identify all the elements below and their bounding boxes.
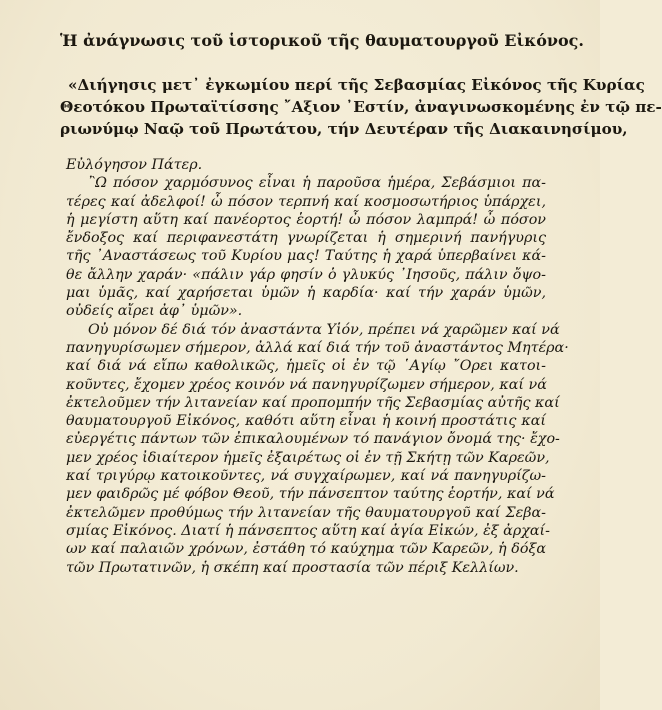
intro-line: «Διήγησις μετ᾽ ἐγκωμίου περί τῆς Σεβασμίας Εἰκόνος τῆς Κυρίας: [68, 76, 645, 94]
text-line: πανηγυρίσωμεν σήμερον, ἀλλά καί διά τήν τοῦ ἀναστάντος Μητέρα·: [66, 339, 569, 356]
text-line: μαι ὑμᾶς, καί χαρήσεται ὑμῶν ἡ καρδία· καί τήν χαράν ὑμῶν,: [66, 285, 546, 302]
text-line: ἡ μεγίστη αὕτη καί πανέορτος ἑορτή! ὦ πόσον λαμπρά! ὦ πόσον: [66, 211, 546, 228]
text-line: οὐδείς αἴρει ἀφ᾽ ὑμῶν».: [66, 303, 243, 320]
text-line: τῆς ᾽Αναστάσεως τοῦ Κυρίου μας! Ταύτης ἡ χαρά ὑπερβαίνει κά-: [66, 248, 546, 265]
text-line: μεν χρέος ἰδιαίτερον ἡμεῖς ἐξαιρέτως οἱ ἐν τῇ Σκήτῃ τῶν Καρεῶν,: [66, 449, 550, 466]
text-line: καί τριγύρῳ κατοικοῦντες, νά συγχαίρωμεν, καί νά πανηγυρίζω-: [66, 468, 546, 485]
text-line: εὐεργέτις πάντων τῶν ἐπικαλουμένων τό πανάγιον ὄνομά της· ἔχο-: [66, 431, 560, 448]
text-line: ἐκτελοῦμεν τήν λιτανείαν καί προπομπήν τῆς Σεβασμίας αὐτῆς καί: [66, 394, 560, 411]
text-line: ῍Ω πόσον χαρμόσυνος εἶναι ἡ παροῦσα ἡμέρα, Σεβάσμιοι πα-: [88, 175, 546, 192]
text-line: καί διά νά εἴπω καθολικῶς, ἡμεῖς οἱ ἐν τῷ ῾Αγίῳ ῎Ορει κατοι-: [66, 358, 546, 375]
text-line: κοῦντες, ἔχομεν χρέος κοινόν νά πανηγυρίζωμεν σήμερον, καί νά: [66, 376, 547, 393]
text-line: σμίας Εἰκόνος. Διατί ἡ πάνσεπτος αὕτη καί ἁγία Εἰκών, ἐξ ἀρχαί-: [66, 522, 550, 539]
text-line: τέρες καί ἀδελφοί! ὦ πόσον τερπνή καί κοσμοσωτήριος ὑπάρχει,: [66, 193, 546, 210]
text-line: μεν φαιδρῶς μέ φόβον Θεοῦ, τήν πάνσεπτον ταύτης ἑορτήν, καί νά: [66, 486, 555, 503]
text-line: ἔνδοξος καί περιφανεστάτη γνωρίζεται ἡ σημερινή πανήγυρις: [66, 230, 546, 247]
text-line: θε ἄλλην χαράν· «πάλιν γάρ φησίν ὁ γλυκύς ᾽Ιησοῦς, πάλιν ὄψο-: [66, 266, 546, 283]
intro-paragraph: [60, 74, 662, 140]
text-line: ων καί παλαιῶν χρόνων, ἐστάθη τό καύχημα τῶν Καρεῶν, ἡ δόξα: [66, 541, 546, 558]
intro-line: ριωνύμῳ Ναῷ τοῦ Πρωτάτου, τήν Δευτέραν τῆς Διακαινησίμου,: [60, 120, 628, 138]
text-line: τῶν Πρωτατινῶν, ἡ σκέπη καί προστασία τῶν πέριξ Κελλίων.: [66, 559, 519, 576]
homily-text: [66, 156, 569, 577]
text-line: θαυματουργοῦ Εἰκόνος, καθότι αὕτη εἶναι ἡ κοινή προστάτις καί: [66, 413, 546, 430]
intro-line: Θεοτόκου Πρωταϊτίσσης ῎Αξιον ᾽Εστίν, ἀναγινωσκομένης ἐν τῷ πε-: [60, 98, 662, 116]
text-line: Οὐ μόνον δέ διά τόν ἀναστάντα Υἱόν, πρέπει νά χαρῶμεν καί νά: [88, 321, 560, 338]
section-heading: Ἡ ἀνάγνωσις τοῦ ἱστορικοῦ τῆς θαυματουργοῦ Εἰκόνος.: [60, 31, 584, 50]
text-line: ἐκτελῶμεν προθύμως τήν λιτανείαν τῆς θαυματουργοῦ καί Σεβα-: [66, 504, 546, 521]
blessing-line: Εὐλόγησον Πάτερ.: [66, 157, 203, 173]
